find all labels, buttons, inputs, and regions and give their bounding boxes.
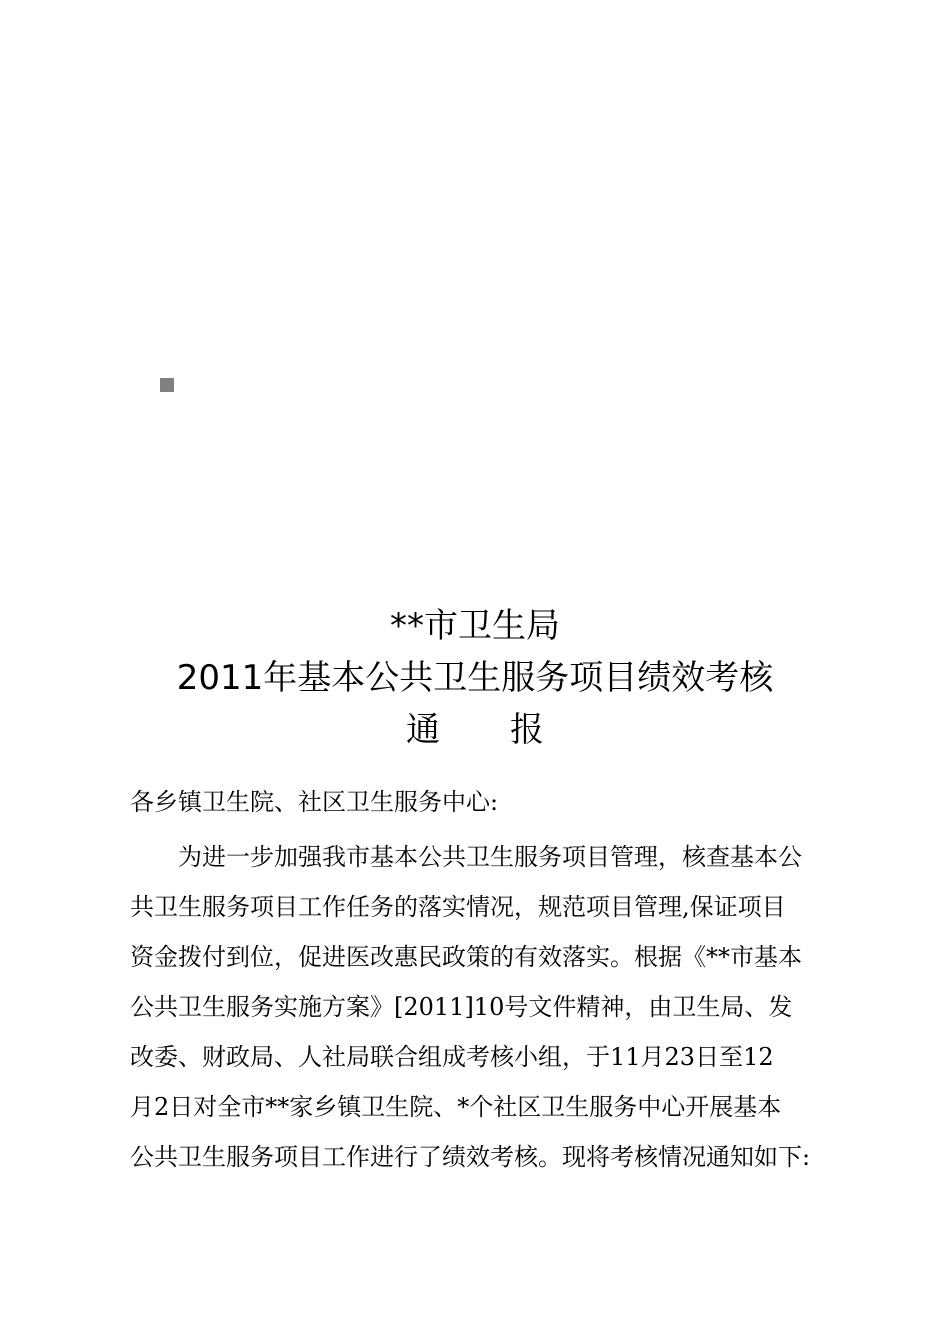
document-subject: 2011年基本公共卫生服务项目绩效考核 [176,658,774,698]
issuing-organization: **市卫生局 [390,606,560,646]
paragraph-line: 为进一步加强我市基本公共卫生服务项目管理，核查基本公 [178,843,802,871]
paragraph-line: 公共卫生服务实施方案》[2011]10号文件精神，由卫生局、发 [130,993,793,1021]
paragraph-line: 共卫生服务项目工作任务的落实情况，规范项目管理,保证项目 [130,893,786,921]
document-type-char-2: 报 [510,710,544,750]
salutation: 各乡镇卫生院、社区卫生服务中心: [130,788,499,816]
document-type [0,704,950,756]
bullet-marker [160,378,174,392]
document-title [0,600,950,756]
paragraph-line: 公共卫生服务项目工作进行了绩效考核。现将考核情况通知如下: [130,1143,811,1171]
paragraph-line: 月2日对全市**家乡镇卫生院、*个社区卫生服务中心开展基本 [130,1093,782,1121]
body-paragraph [130,832,850,1182]
paragraph-line: 改委、财政局、人社局联合组成考核小组，于11月23日至12 [130,1043,774,1071]
paragraph-line: 资金拨付到位，促进医改惠民政策的有效落实。根据《**市基本 [130,943,802,971]
document-type-char-1: 通 [406,710,440,750]
